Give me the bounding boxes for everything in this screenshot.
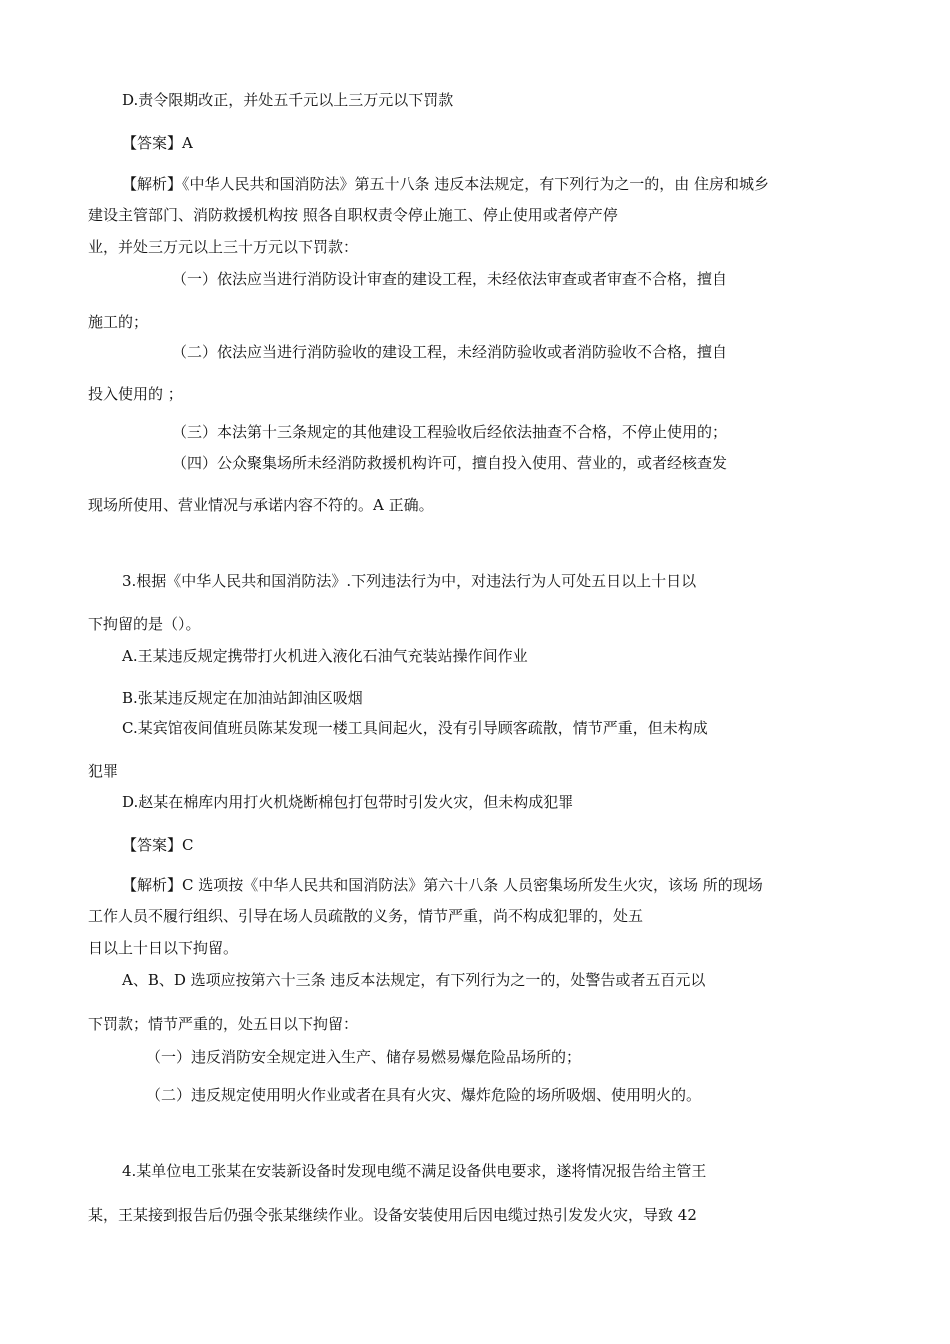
q2-analysis-1: 【解析】《中华人民共和国消防法》第五十八条 违反本法规定，有下列行为之一的，由 住房和城乡 [122,175,770,193]
q3-option-d: D.赵某在棉库内用打火机烧断棉包打包带时引发火灾，但未构成犯罪 [122,793,574,811]
q3-item-1: （一）违反消防安全规定进入生产、储存易燃易爆危险品场所的； [146,1048,582,1066]
q2-item-4a: （四）公众聚集场所未经消防救援机构许可，擅自投入使用、营业的，或者经核查发 [172,454,728,472]
q3-stem-2: 下拘留的是（）。 [88,615,201,633]
q3-option-a: A.王某违反规定携带打火机进入液化石油气充装站操作间作业 [122,647,528,665]
q3-option-b: B.张某违反规定在加油站卸油区吸烟 [122,689,363,707]
q2-analysis-3: 业，并处三万元以上三十万元以下罚款： [88,238,359,256]
q3-item-2: （二）违反规定使用明火作业或者在具有火灾、爆炸危险的场所吸烟、使用明火的。 [146,1086,702,1104]
q3-answer: 【答案】C [122,836,194,854]
q2-analysis-2: 建设主管部门、消防救援机构按 照各自职权责令停止施工、停止使用或者停产停 [88,206,618,224]
q2-item-4b: 现场所使用、营业情况与承诺内容不符的。A 正确。 [88,496,434,514]
q2-item-1b: 施工的； [88,313,149,331]
q3-stem-1: 3.根据《中华人民共和国消防法》.下列违法行为中，对违法行为人可处五日以上十日以 [122,572,697,590]
q4-stem-1: 4.某单位电工张某在安装新设备时发现电缆不满足设备供电要求，遂将情况报告给主管王 [122,1162,707,1180]
q2-item-2a: （二）依法应当进行消防验收的建设工程，未经消防验收或者消防验收不合格，擅自 [172,343,728,361]
q3-option-c1: C.某宾馆夜间值班员陈某发现一楼工具间起火，没有引导顾客疏散，情节严重，但未构成 [122,719,708,737]
q2-item-1a: （一）依法应当进行消防设计审查的建设工程，未经依法审查或者审查不合格，擅自 [172,270,728,288]
q2-item-3: （三）本法第十三条规定的其他建设工程验收后经依法抽查不合格，不停止使用的； [172,423,728,441]
q3-analysis-1: 【解析】C 选项按《中华人民共和国消防法》第六十八条 人员密集场所发生火灾，该场 所的现场 [122,876,763,894]
q3-analysis-2: 工作人员不履行组织、引导在场人员疏散的义务，情节严重，尚不构成犯罪的，处五 [88,907,644,925]
q2-answer: 【答案】A [122,134,193,152]
q3-analysis-4: A、B、D 选项应按第六十三条 违反本法规定，有下列行为之一的，处警告或者五百元以 [122,971,706,989]
q2-item-2b: 投入使用的 ； [88,385,183,403]
q3-analysis-3: 日以上十日以下拘留。 [88,939,239,957]
q2-option-d: D.责令限期改正，并处五千元以上三万元以下罚款 [122,91,454,109]
q4-stem-2: 某，王某接到报告后仍强令张某继续作业。设备安装使用后因电缆过热引发发火灾，导致 42 [88,1206,697,1224]
q3-analysis-5: 下罚款；情节严重的，处五日以下拘留： [88,1015,359,1033]
q3-option-c2: 犯罪 [88,762,119,780]
